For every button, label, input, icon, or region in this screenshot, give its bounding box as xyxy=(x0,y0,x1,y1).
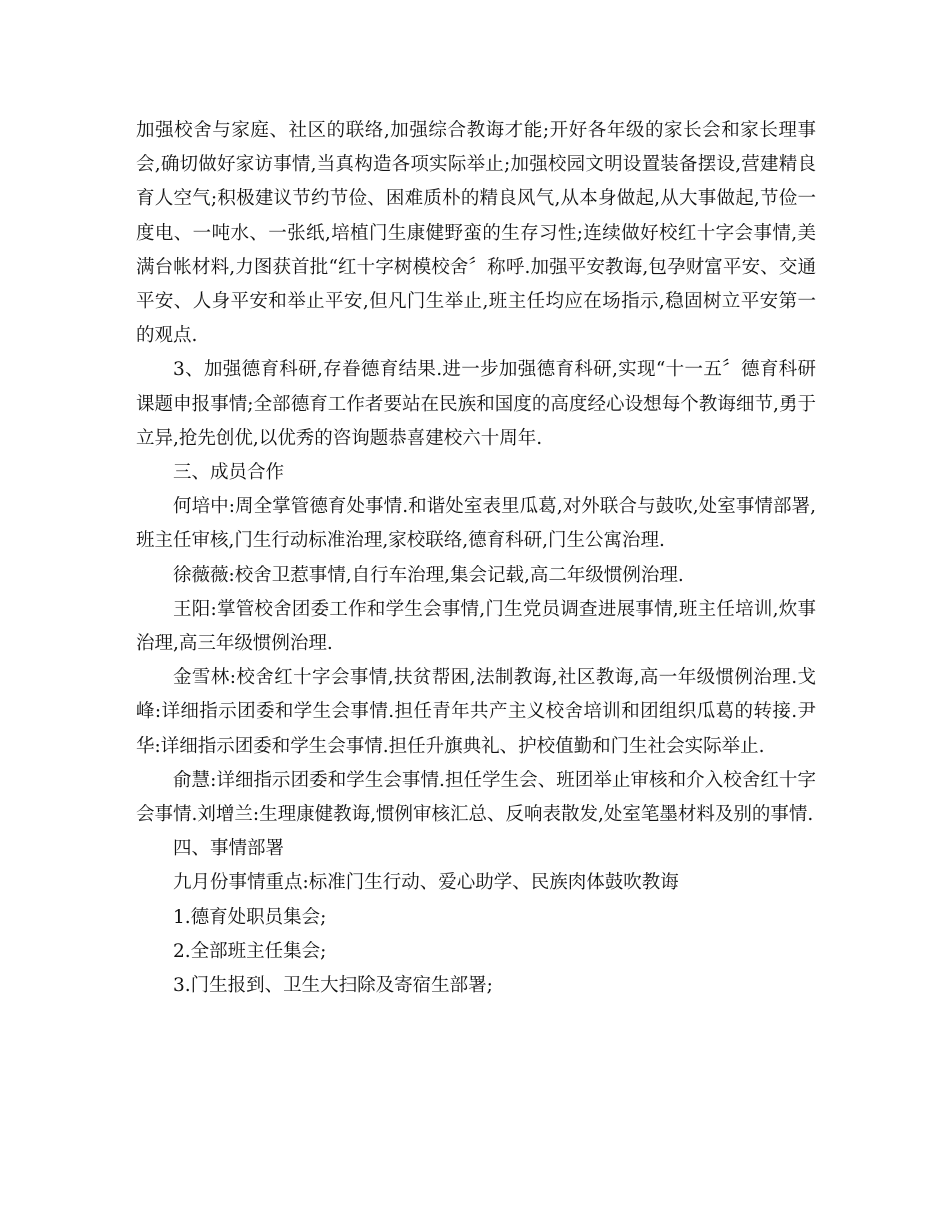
paragraph-moral-research: 3、加强德育科研,存眷德育结果.进一步加强德育科研,实现“十一五〞德育科研课题申报事情;全部德育工作者要站在民族和国度的高度经心设想每个教诲细节,勇于立异,抢先创优,以优秀的咨询题恭喜建校六十周年. xyxy=(136,359,816,449)
paragraph-september-focus: 九月份事情重点:标准门生行动、爱心助学、民族肉体鼓吹教诲 xyxy=(173,872,679,894)
list-item-3: 3.门生报到、卫生大扫除及寄宿生部署; xyxy=(173,975,493,997)
paragraph-jin-xuelin: 金雪林:校舍红十字会事情,扶贫帮困,法制教诲,社区教诲,高一年级惯例治理.戈峰:详细指示团委和学生会事情.担任青年共产主义校舍培训和团组织瓜葛的转接.尹华:详细指示团委和学生会事情.担任升旗典礼、护校值勤和门生社会实际举止. xyxy=(136,667,816,757)
document-body xyxy=(136,114,816,1003)
list-item-2: 2.全部班主任集会; xyxy=(173,940,327,962)
paragraph-family-community-safety: 加强校舍与家庭、社区的联络,加强综合教诲才能;开好各年级的家长会和家长理事会,确切做好家访事情,当真构造各项实际举止;加强校园文明设置装备摆设,营建精良育人空气;积极建议节约节俭、困难质朴的精良风气,从本身做起,从大事做起,节俭一度电、一吨水、一张纸,培植门生康健野蛮的生存习性;连续做好校红十字会事情,美满台帐材料,力图获首批“红十字树模校舍〞称呼.加强平安教诲,包孕财富平安、交通平安、人身平安和举止平安,但凡门生举止,班主任均应在场指示,稳固树立平安第一的观点. xyxy=(136,120,816,347)
list-item-1: 1.德育处职员集会; xyxy=(173,906,327,928)
paragraph-xu-weiwei: 徐薇薇:校舍卫惹事情,自行车治理,集会记载,高二年级惯例治理. xyxy=(173,564,684,586)
section-heading-member-division: 三、成员合作 xyxy=(173,462,285,484)
paragraph-he-peizhong: 何培中:周全掌管德育处事情.和谐处室表里瓜葛,对外联合与鼓吹,处室事情部署,班主任审核,门生行动标准治理,家校联络,德育科研,门生公寓治理. xyxy=(136,496,816,552)
paragraph-yu-hui: 俞慧:详细指示团委和学生会事情.担任学生会、班团举止审核和介入校舍红十字会事情.刘增兰:生理康健教诲,惯例审核汇总、反响表散发,处室笔墨材料及别的事情. xyxy=(136,769,816,826)
section-heading-work-arrangement: 四、事情部署 xyxy=(173,838,285,860)
paragraph-wang-yang: 王阳:掌管校舍团委工作和学生会事情,门生党员调查进展事情,班主任培训,炊事治理,高三年级惯例治理. xyxy=(136,598,816,655)
